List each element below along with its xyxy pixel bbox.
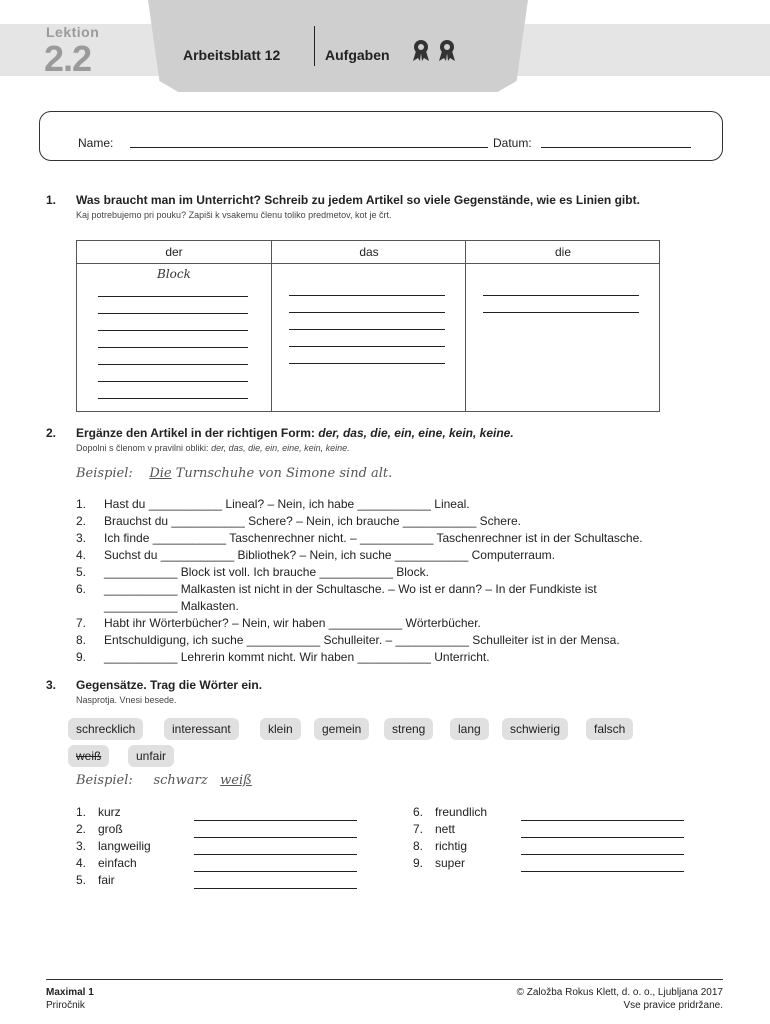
word-chip: schrecklich [68,718,143,740]
list-item [76,804,357,821]
task2-example [76,466,392,481]
item-number: 1. [76,497,87,511]
word-chip: schwierig [502,718,568,740]
item-text: ___________ Malkasten ist nicht in der Schultasche. – Wo ist er dann? – In der Fundkiste ist [104,582,597,596]
item-word: kurz [98,805,121,819]
item-text: Suchst du ___________ Bibliothek? – Nein, ich suche ___________ Computerraum. [104,548,555,562]
answer-line-das[interactable] [289,329,445,330]
task1-number: 1. [46,193,57,207]
item-text: Hast du ___________ Lineal? – Nein, ich habe ___________ Lineal. [104,497,470,511]
lesson-label: Lektion [46,24,100,40]
item-number: 1. [76,805,87,819]
lesson-number: 2.2 [44,38,92,79]
list-item [76,821,357,838]
item-text: ___________ Lehrerin kommt nicht. Wir haben ___________ Unterricht. [104,650,490,664]
word-chip: streng [384,718,433,740]
task2-title [76,426,514,440]
example-sentence: Turnschuhe von Simone sind alt. [175,466,393,481]
list-item [76,598,643,615]
header-tab [148,0,528,92]
item-word: freundlich [435,805,488,819]
task2-title-text: Ergänze den Artikel in der richtigen Form: [76,426,319,440]
task3-subtitle: Nasprotja. Vnesi besede. [76,695,177,705]
list-item [413,804,684,821]
answer-line[interactable] [521,841,684,855]
answer-line-der[interactable] [98,296,248,297]
item-text: Entschuldigung, ich suche ___________ Schulleiter. – ___________ Schulleiter ist in der Mensa. [104,633,620,647]
list-item [76,547,643,564]
list-item [76,513,643,530]
answer-line-der[interactable] [98,313,248,314]
opposites-list-left [76,804,357,889]
list-item [76,564,643,581]
word-chip: klein [260,718,301,740]
item-text: ___________ Malkasten. [104,599,239,613]
item-number: 2. [76,822,87,836]
word-chip: interessant [164,718,239,740]
item-word: einfach [98,856,137,870]
list-item [413,855,684,872]
task2-subtitle [76,443,350,453]
name-label: Name: [78,136,114,150]
name-field[interactable] [130,147,488,148]
item-number: 8. [413,839,424,853]
item-number: 6. [76,582,87,596]
answer-line[interactable] [521,824,684,838]
word-chip: falsch [586,718,633,740]
example-word: schwarz [153,773,208,788]
answer-line-die[interactable] [483,295,639,296]
task3-example [76,773,252,788]
word-chip-used: weiß [68,745,109,767]
task2-subtitle-articles: der, das, die, ein, eine, kein, keine. [211,443,350,453]
answer-line-der[interactable] [98,364,248,365]
task1-subtitle: Kaj potrebujemo pri pouku? Zapiši k vsakemu členu toliko predmetov, kot je črt. [76,210,392,220]
word-chip: gemein [314,718,369,740]
book-subtitle: Priročnik [46,1000,85,1011]
list-item [76,649,643,666]
example-word-der: Block [157,267,191,281]
answer-line-das[interactable] [289,295,445,296]
answer-line-der[interactable] [98,330,248,331]
item-number: 8. [76,633,87,647]
header-die: die [554,245,571,259]
item-word: fair [98,873,115,887]
example-label: Beispiel: [76,466,133,481]
answer-line-der[interactable] [98,381,248,382]
item-number: 4. [76,548,87,562]
answer-line-das[interactable] [289,363,445,364]
item-word: langweilig [98,839,151,853]
item-number: 4. [76,856,87,870]
header-das: das [359,245,379,259]
task2-items [76,496,643,666]
example-answer: Die [149,466,172,481]
item-number [76,598,104,615]
item-number: 7. [76,616,87,630]
answer-line-der[interactable] [98,398,248,399]
task2-title-articles: der, das, die, ein, eine, kein, keine. [318,426,514,440]
example-label: Beispiel: [76,773,133,788]
item-word: groß [98,822,123,836]
item-word: super [435,856,466,870]
answer-line-das[interactable] [289,346,445,347]
name-date-box [39,111,723,161]
list-item [413,821,684,838]
header-divider-line [77,263,659,264]
book-title: Maximal 1 [46,987,94,998]
task2-subtitle-text: Dopolni s členom v pravilni obliki: [76,443,212,453]
worksheet-title: Arbeitsblatt 12 [183,47,281,63]
item-number: 3. [76,531,87,545]
item-text: ___________ Block ist voll. Ich brauche ___________ Block. [104,565,429,579]
item-number: 2. [76,514,87,528]
footer-divider [46,979,723,980]
answer-line[interactable] [194,807,357,821]
item-word: richtig [435,839,468,853]
tasks-label: Aufgaben [325,47,390,63]
article-table [76,240,660,412]
answer-line-der[interactable] [98,347,248,348]
list-item [76,855,357,872]
header-der: der [165,245,183,259]
list-item [76,872,357,889]
rights-notice: Vse pravice pridržane. [623,1000,723,1011]
word-chip: lang [450,718,489,740]
item-text: Brauchst du ___________ Schere? – Nein, ich brauche ___________ Schere. [104,514,521,528]
answer-line-das[interactable] [289,312,445,313]
answer-line[interactable] [194,824,357,838]
item-number: 9. [76,650,87,664]
answer-line[interactable] [521,807,684,821]
answer-line[interactable] [194,875,357,889]
column-divider [465,241,466,411]
answer-line[interactable] [521,858,684,872]
item-number: 7. [413,822,424,836]
task3-number: 3. [46,678,57,692]
task3-title: Gegensätze. Trag die Wörter ein. [76,678,263,692]
list-item [76,530,643,547]
rosette-icon [411,38,463,67]
task1-title: Was braucht man im Unterricht? Schreib zu jedem Artikel so viele Gegenstände, wie es Linien gibt. [76,193,640,207]
list-item [413,838,684,855]
example-answer: weiß [220,773,252,788]
list-item [76,838,357,855]
answer-line[interactable] [194,841,357,855]
item-number: 5. [76,565,87,579]
item-number: 3. [76,839,87,853]
list-item [76,632,643,649]
item-number: 9. [413,856,424,870]
list-item [76,581,643,598]
opposites-list-right [413,804,684,872]
list-item [76,615,643,632]
item-text: Ich finde ___________ Taschenrechner nicht. – ___________ Taschenrechner ist in der Schultasche. [104,531,643,545]
item-number: 5. [76,873,87,887]
item-word: nett [435,822,456,836]
item-text: Habt ihr Wörterbücher? – Nein, wir haben ___________ Wörterbücher. [104,616,481,630]
copyright: © Založba Rokus Klett, d. o. o., Ljubljana 2017 [516,987,723,998]
date-label: Datum: [493,136,532,150]
list-item [76,496,643,513]
word-chip: unfair [128,745,174,767]
date-field[interactable] [541,147,691,148]
column-divider [271,241,272,411]
header-divider [314,26,315,66]
task2-number: 2. [46,426,57,440]
answer-line[interactable] [194,858,357,872]
answer-line-die[interactable] [483,312,639,313]
item-number: 6. [413,805,424,819]
